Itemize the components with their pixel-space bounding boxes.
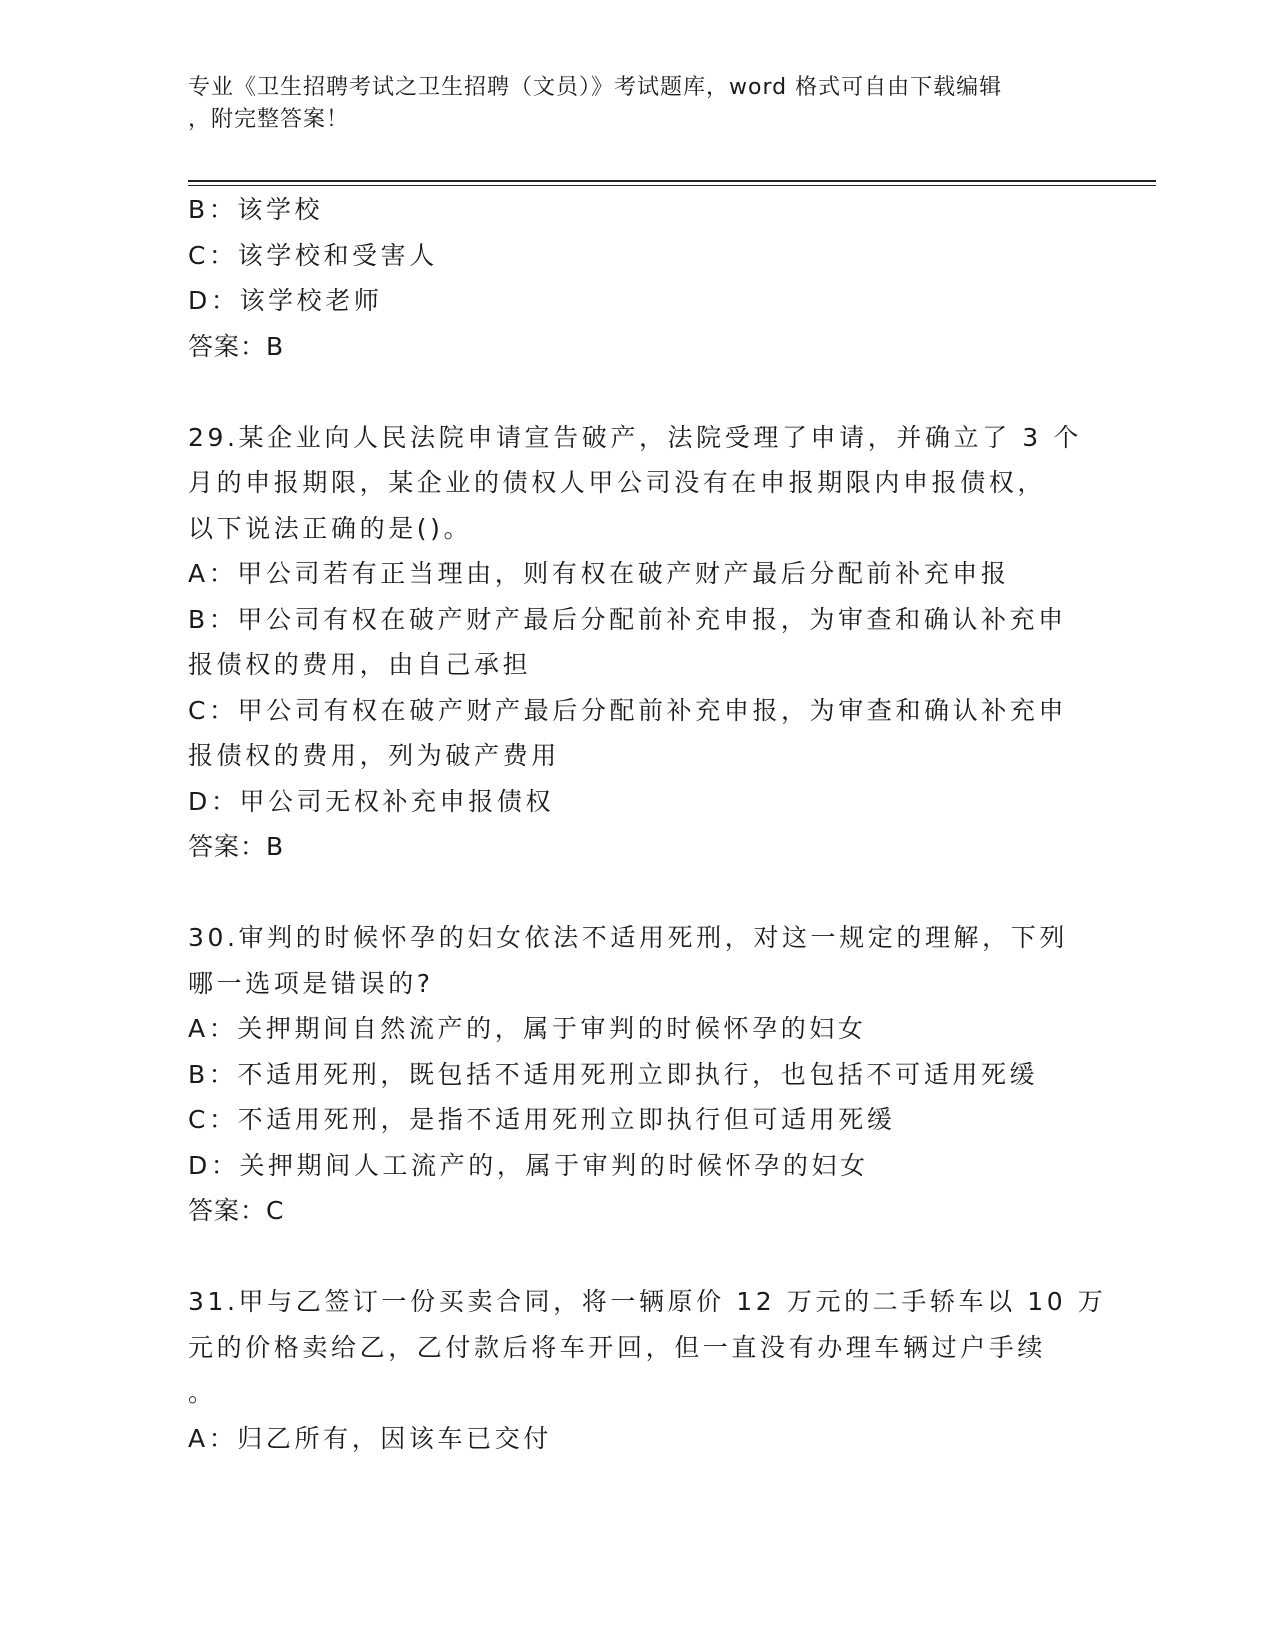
question-30	[188, 915, 1088, 1234]
option-d: D：该学校老师	[188, 286, 383, 315]
question-stem: 月的申报期限，某企业的债权人甲公司没有在申报期限内申报债权，	[188, 468, 1047, 497]
option-a: A：归乙所有，因该车已交付	[188, 1423, 552, 1453]
spacer	[188, 870, 1088, 916]
option-c: C：该学校和受害人	[188, 240, 438, 270]
option-b: B：该学校	[188, 195, 324, 224]
header-line-1: 专业《卫生招聘考试之卫生招聘（文员）》考试题库，word 格式可自由下载编辑	[188, 75, 1003, 100]
option-a: A：甲公司若有正当理由，则有权在破产财产最后分配前补充申报	[188, 559, 1010, 588]
question-list	[188, 187, 1107, 1461]
answer-label: 答案：B	[188, 832, 285, 861]
question-31	[188, 1279, 1107, 1461]
option-b: B：甲公司有权在破产财产最后分配前补充申报，为审查和确认补充申	[188, 604, 1067, 634]
spacer	[188, 369, 1088, 415]
header-rule-thick	[188, 180, 1156, 182]
question-stem: 。	[188, 1378, 217, 1407]
question-stem: 30.审判的时候怀孕的妇女依法不适用死刑，对这一规定的理解，下列	[188, 923, 1068, 952]
question-29	[188, 415, 1088, 870]
question-stem: 哪一选项是错误的?	[188, 968, 434, 998]
spacer	[188, 1234, 1088, 1280]
document-header	[188, 72, 1068, 136]
question-stem: 以下说法正确的是()。	[188, 513, 473, 543]
option-d: D：甲公司无权补充申报债权	[188, 786, 555, 816]
option-b-continued: 报债权的费用，由自己承担	[188, 650, 532, 679]
option-c-continued: 报债权的费用，列为破产费用	[188, 741, 560, 770]
question-stem: 29.某企业向人民法院申请宣告破产，法院受理了申请，并确立了 3 个	[188, 422, 1082, 452]
question-stem: 31.甲与乙签订一份买卖合同，将一辆原价 12 万元的二手轿车以 10 万	[188, 1287, 1107, 1316]
question-28-tail	[188, 187, 1088, 369]
answer-label: 答案：C	[188, 1196, 285, 1225]
option-b: B：不适用死刑，既包括不适用死刑立即执行，也包括不可适用死缓	[188, 1059, 1039, 1089]
header-line-2: ，附完整答案！	[188, 107, 350, 132]
option-d: D：关押期间人工流产的，属于审判的时候怀孕的妇女	[188, 1150, 869, 1180]
answer-label: 答案：B	[188, 331, 285, 361]
header-rule-thin	[188, 185, 1156, 186]
option-c: C：甲公司有权在破产财产最后分配前补充申报，为审查和确认补充申	[188, 695, 1068, 725]
option-a: A：关押期间自然流产的，属于审判的时候怀孕的妇女	[188, 1014, 867, 1043]
question-stem: 元的价格卖给乙，乙付款后将车开回，但一直没有办理车辆过户手续	[188, 1332, 1047, 1362]
option-c: C：不适用死刑，是指不适用死刑立即执行但可适用死缓	[188, 1105, 896, 1134]
